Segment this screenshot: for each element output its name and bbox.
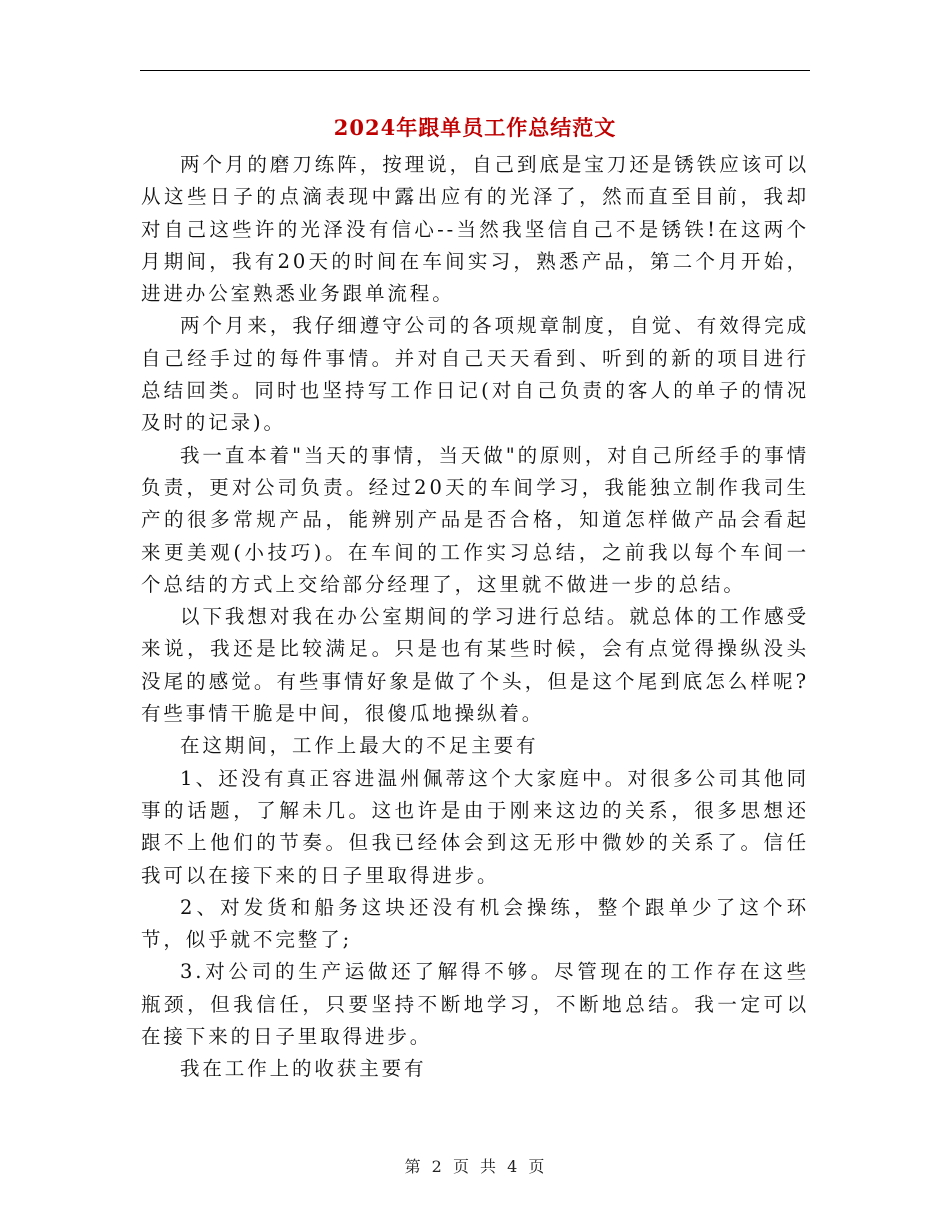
paragraph-6: 1、还没有真正容进温州佩蒂这个大家庭中。对很多公司其他同事的话题，了解未几。这也许是由于刚来这边的关系，很多思想还跟不上他们的节奏。但我已经体会到这无形中微妙的关系了。信任我可以在接下来的日子里取得进步。 xyxy=(141,766,809,887)
header-rule xyxy=(140,70,810,71)
paragraph-2: 两个月来，我仔细遵守公司的各项规章制度，自觉、有效得完成自己经手过的每件事情。并对自己天天看到、听到的新的项目进行总结回类。同时也坚持写工作日记(对自己负责的客人的单子的情况及时的记录)。 xyxy=(141,314,809,435)
document-body xyxy=(141,149,809,1086)
paragraph-4: 以下我想对我在办公室期间的学习进行总结。就总体的工作感受来说，我还是比较满足。只是也有某些时候，会有点觉得操纵没头没尾的感觉。有些事情好象是做了个头，但是这个尾到底怎么样呢?有些事情干脆是中间，很傻瓜地操纵着。 xyxy=(141,605,809,726)
paragraph-8: 3.对公司的生产运做还了解得不够。尽管现在的工作存在这些瓶颈，但我信任，只要坚持不断地学习，不断地总结。我一定可以在接下来的日子里取得进步。 xyxy=(141,960,809,1049)
paragraph-7: 2、对发货和船务这块还没有机会操练，整个跟单少了这个环节，似乎就不完整了; xyxy=(141,895,809,952)
paragraph-3: 我一直本着"当天的事情，当天做"的原则，对自己所经手的事情负责，更对公司负责。经过20天的车间学习，我能独立制作我司生产的很多常规产品，能辨别产品是否合格，知道怎样做产品会看起来更美观(小技巧)。在车间的工作实习总结，之前我以每个车间一个总结的方式上交给部分经理了，这里就不做进一步的总结。 xyxy=(141,443,809,596)
paragraph-5: 在这期间，工作上最大的不足主要有 xyxy=(180,734,539,758)
page-number-footer: 第 2 页 共 4 页 xyxy=(404,1157,546,1176)
paragraph-1: 两个月的磨刀练阵，按理说，自己到底是宝刀还是锈铁应该可以从这些日子的点滴表现中露出应有的光泽了，然而直至目前，我却对自己这些许的光泽没有信心--当然我坚信自己不是锈铁!在这两个月期间，我有20天的时间在车间实习，熟悉产品，第二个月开始，进进办公室熟悉业务跟单流程。 xyxy=(141,153,809,306)
paragraph-9: 我在工作上的收获主要有 xyxy=(180,1057,427,1081)
document-title: 2024年跟单员工作总结范文 xyxy=(333,115,617,140)
